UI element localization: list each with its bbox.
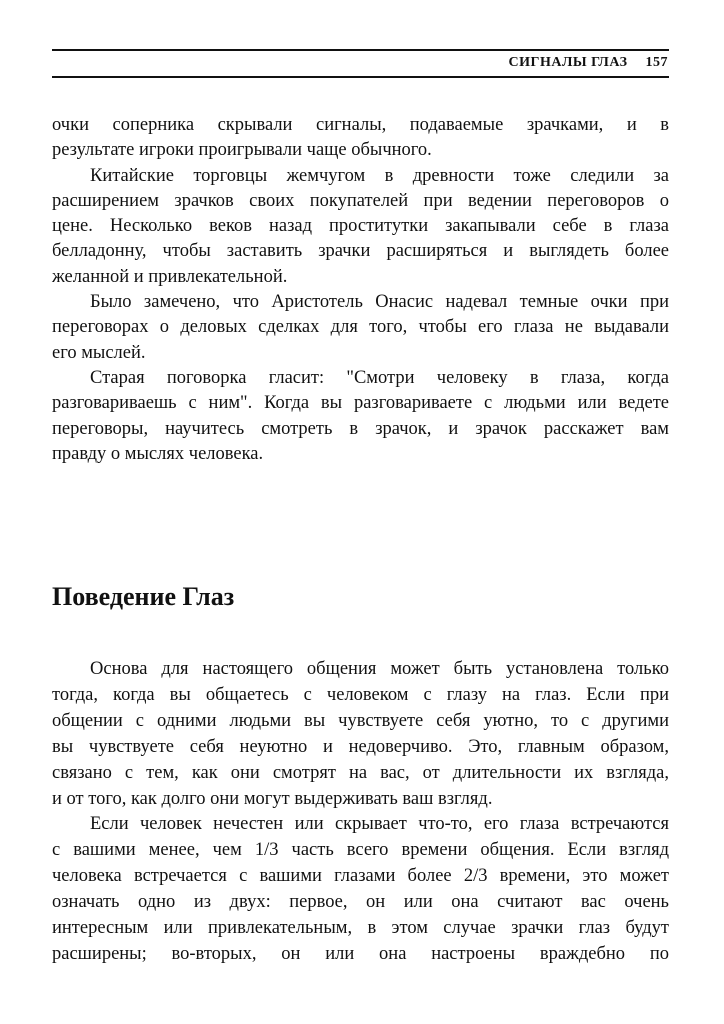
text-line: расширением зрачков своих покупателей при ведении переговоров о [52, 190, 669, 211]
text-line: желанной и привлекательной. [52, 266, 288, 287]
running-header [491, 55, 668, 71]
header-bottom-rule [52, 76, 669, 78]
text-line: Если человек нечестен или скрывает что-то, его глаза встречаются [90, 814, 669, 835]
text-line: результате игроки проигрывали чаще обычного. [52, 140, 432, 161]
text-line: вы чувствуете себя неуютно и недоверчиво. Это, главным образом, [52, 736, 669, 757]
text-line: интересным или привлекательным, в этом случае зрачки глаз будут [52, 918, 669, 939]
text-line: связано с тем, как они смотрят на вас, от длительности их взгляда, [52, 762, 669, 783]
section-heading: Поведение Глаз [52, 582, 235, 611]
text-line: с вашими менее, чем 1/3 часть всего времени общения. Если взгляд [52, 840, 669, 861]
text-line: Основа для настоящего общения может быть установлена только [90, 659, 669, 679]
text-line: белладонну, чтобы заставить зрачки расширяться и выглядеть более [52, 241, 669, 262]
text-line: человека встречается с вашими глазами более 2/3 времени, это может [52, 866, 669, 887]
text-line: Было замечено, что Аристотель Онасис надевал темные очки при [90, 292, 669, 313]
text-section-1 [52, 113, 669, 467]
text-line: цене. Несколько веков назад проститутки закапывали себе в глаза [52, 216, 669, 237]
page-number: 157 [645, 55, 668, 70]
text-line: правду о мыслях человека. [52, 443, 264, 464]
text-line: переговоры, научитесь смотреть в зрачок, и зрачок расскажет вам [52, 418, 669, 439]
text-line: расширены; во-вторых, он или она настроены враждебно по [52, 943, 669, 964]
text-line: его мыслей. [52, 342, 146, 363]
header-top-rule [52, 49, 669, 51]
text-line: разговариваешь с ним". Когда вы разговариваете с людьми или ведете [52, 393, 669, 414]
text-line: означать одно из двух: первое, он или она считают вас очень [52, 892, 669, 913]
text-line: и от того, как долго они могут выдерживать ваш взгляд. [52, 788, 493, 809]
text-line: Старая поговорка гласит: "Смотри человеку в глаза, когда [90, 367, 669, 388]
text-line: тогда, когда вы общаетесь с человеком с глазу на глаз. Если при [52, 684, 669, 705]
text-line: очки соперника скрывали сигналы, подаваемые зрачками, и в [52, 115, 669, 135]
running-title: СИГНАЛЫ ГЛАЗ [508, 55, 628, 70]
text-section-2 [52, 657, 669, 968]
text-line: общении с одними людьми вы чувствуете себя уютно, то с другими [52, 710, 669, 731]
text-line: переговорах о деловых сделках для того, чтобы его глаза не выдавали [52, 317, 669, 338]
text-line: Китайские торговцы жемчугом в древности тоже следили за [90, 165, 669, 186]
